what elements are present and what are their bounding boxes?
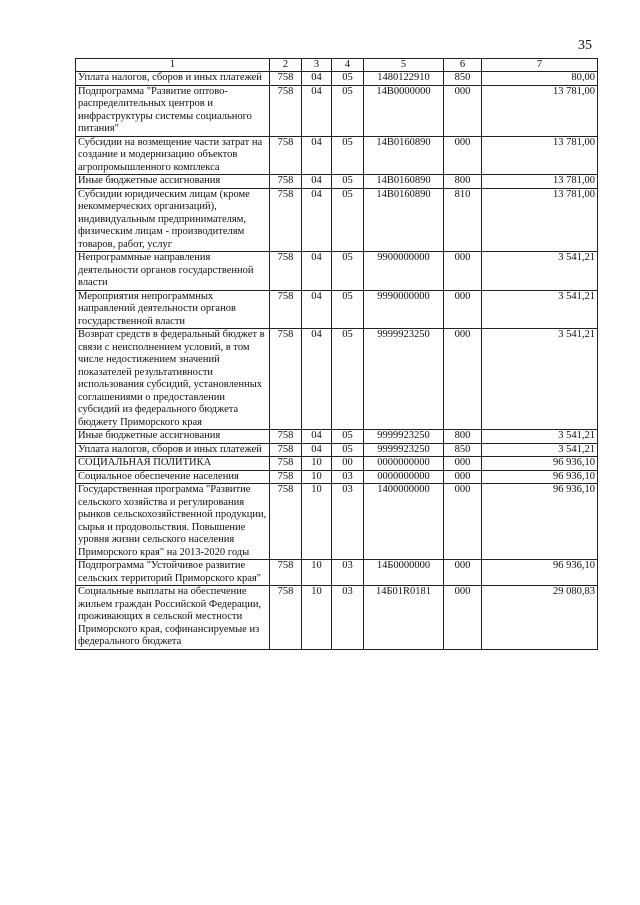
row-name: Возврат средств в федеральный бюджет в связи с неисполнением условий, в том числе недостижением значений показателей результативности использования субсидий, установленных соглашениями о предоставлении субсидий из федерального бюджета бюджету Приморского края — [76, 329, 270, 430]
cell-target-code: 14В0160890 — [364, 136, 444, 175]
cell-subsection: 03 — [332, 470, 364, 484]
column-header: 5 — [364, 59, 444, 72]
cell-target-code: 1480122910 — [364, 72, 444, 86]
cell-expense-type: 000 — [444, 136, 482, 175]
cell-expense-type: 810 — [444, 188, 482, 252]
cell-subsection: 05 — [332, 252, 364, 291]
column-header: 6 — [444, 59, 482, 72]
row-name: Социальное обеспечение населения — [76, 470, 270, 484]
cell-ministry: 758 — [270, 85, 302, 136]
cell-subsection: 05 — [332, 329, 364, 430]
cell-ministry: 758 — [270, 72, 302, 86]
cell-ministry: 758 — [270, 290, 302, 329]
cell-section: 04 — [302, 290, 332, 329]
table-row — [76, 175, 598, 189]
cell-sum: 13 781,00 — [482, 175, 598, 189]
cell-sum: 3 541,21 — [482, 430, 598, 444]
cell-expense-type: 000 — [444, 252, 482, 291]
cell-expense-type: 850 — [444, 72, 482, 86]
cell-section: 04 — [302, 188, 332, 252]
cell-subsection: 05 — [332, 443, 364, 457]
table-row — [76, 252, 598, 291]
cell-subsection: 05 — [332, 72, 364, 86]
table-row — [76, 430, 598, 444]
cell-sum: 3 541,21 — [482, 443, 598, 457]
cell-section: 04 — [302, 329, 332, 430]
cell-target-code: 14Б0000000 — [364, 560, 444, 586]
row-name: Социальные выплаты на обеспечение жильем граждан Российской Федерации, проживающих в сельской местности Приморского края, софинансируемые из федерального бюджета — [76, 586, 270, 650]
table-header-row — [76, 59, 598, 72]
cell-expense-type: 000 — [444, 329, 482, 430]
column-header: 3 — [302, 59, 332, 72]
cell-expense-type: 000 — [444, 470, 482, 484]
cell-sum: 80,00 — [482, 72, 598, 86]
table-row — [76, 329, 598, 430]
cell-subsection: 00 — [332, 457, 364, 471]
cell-sum: 3 541,21 — [482, 290, 598, 329]
row-name: СОЦИАЛЬНАЯ ПОЛИТИКА — [76, 457, 270, 471]
cell-section: 10 — [302, 457, 332, 471]
cell-section: 10 — [302, 484, 332, 560]
row-name: Подпрограмма "Устойчивое развитие сельских территорий Приморского края" — [76, 560, 270, 586]
cell-subsection: 03 — [332, 586, 364, 650]
table-row — [76, 560, 598, 586]
cell-ministry: 758 — [270, 586, 302, 650]
cell-target-code: 14В0160890 — [364, 175, 444, 189]
row-name: Мероприятия непрограммных направлений деятельности органов государственной власти — [76, 290, 270, 329]
cell-subsection: 05 — [332, 188, 364, 252]
cell-section: 10 — [302, 586, 332, 650]
cell-target-code: 9999923250 — [364, 443, 444, 457]
cell-section: 04 — [302, 443, 332, 457]
cell-sum: 3 541,21 — [482, 252, 598, 291]
cell-ministry: 758 — [270, 443, 302, 457]
cell-target-code: 9999923250 — [364, 430, 444, 444]
cell-expense-type: 000 — [444, 290, 482, 329]
cell-ministry: 758 — [270, 188, 302, 252]
table-row — [76, 457, 598, 471]
cell-subsection: 05 — [332, 175, 364, 189]
table-row — [76, 470, 598, 484]
row-name: Субсидии на возмещение части затрат на создание и модернизацию объектов агропромышленного комплекса — [76, 136, 270, 175]
cell-expense-type: 000 — [444, 457, 482, 471]
cell-expense-type: 800 — [444, 430, 482, 444]
cell-section: 10 — [302, 560, 332, 586]
cell-target-code: 9990000000 — [364, 290, 444, 329]
row-name: Подпрограмма "Развитие оптово-распределительных центров и инфраструктуры системы социального питания" — [76, 85, 270, 136]
row-name: Непрограммные направления деятельности органов государственной власти — [76, 252, 270, 291]
cell-sum: 96 936,10 — [482, 560, 598, 586]
cell-ministry: 758 — [270, 430, 302, 444]
cell-subsection: 05 — [332, 430, 364, 444]
budget-table — [75, 58, 598, 650]
cell-section: 04 — [302, 136, 332, 175]
column-header: 4 — [332, 59, 364, 72]
column-header: 2 — [270, 59, 302, 72]
cell-sum: 96 936,10 — [482, 457, 598, 471]
cell-expense-type: 000 — [444, 85, 482, 136]
cell-expense-type: 800 — [444, 175, 482, 189]
page-number: 35 — [578, 38, 592, 53]
cell-subsection: 05 — [332, 136, 364, 175]
cell-subsection: 03 — [332, 484, 364, 560]
cell-sum: 3 541,21 — [482, 329, 598, 430]
cell-expense-type: 850 — [444, 443, 482, 457]
table-row — [76, 290, 598, 329]
cell-expense-type: 000 — [444, 484, 482, 560]
row-name: Субсидии юридическим лицам (кроме некоммерческих организаций), индивидуальным предпринимателям, физическим лицам - производителям товаров, работ, услуг — [76, 188, 270, 252]
cell-ministry: 758 — [270, 175, 302, 189]
cell-target-code: 14В0160890 — [364, 188, 444, 252]
row-name: Иные бюджетные ассигнования — [76, 430, 270, 444]
cell-subsection: 05 — [332, 85, 364, 136]
cell-section: 04 — [302, 72, 332, 86]
cell-ministry: 758 — [270, 252, 302, 291]
cell-section: 04 — [302, 175, 332, 189]
cell-target-code: 14В0000000 — [364, 85, 444, 136]
cell-subsection: 03 — [332, 560, 364, 586]
cell-expense-type: 000 — [444, 560, 482, 586]
row-name: Уплата налогов, сборов и иных платежей — [76, 443, 270, 457]
cell-section: 04 — [302, 252, 332, 291]
table-row — [76, 85, 598, 136]
cell-target-code: 14Б01R0181 — [364, 586, 444, 650]
cell-sum: 29 080,83 — [482, 586, 598, 650]
cell-target-code: 0000000000 — [364, 470, 444, 484]
table-row — [76, 188, 598, 252]
cell-ministry: 758 — [270, 457, 302, 471]
cell-section: 10 — [302, 470, 332, 484]
column-header: 7 — [482, 59, 598, 72]
cell-expense-type: 000 — [444, 586, 482, 650]
cell-sum: 96 936,10 — [482, 470, 598, 484]
row-name: Иные бюджетные ассигнования — [76, 175, 270, 189]
cell-subsection: 05 — [332, 290, 364, 329]
cell-sum: 13 781,00 — [482, 85, 598, 136]
row-name: Государственная программа "Развитие сельского хозяйства и регулирования рынков сельскохозяйственной продукции, сырья и продовольствия. Повышение уровня жизни сельского населения Приморского края" на 2013-2020 годы — [76, 484, 270, 560]
table-row — [76, 72, 598, 86]
cell-sum: 96 936,10 — [482, 484, 598, 560]
cell-ministry: 758 — [270, 470, 302, 484]
cell-sum: 13 781,00 — [482, 188, 598, 252]
table-row — [76, 586, 598, 650]
table-row — [76, 484, 598, 560]
cell-ministry: 758 — [270, 484, 302, 560]
row-name: Уплата налогов, сборов и иных платежей — [76, 72, 270, 86]
table-row — [76, 136, 598, 175]
cell-ministry: 758 — [270, 136, 302, 175]
cell-section: 04 — [302, 430, 332, 444]
cell-ministry: 758 — [270, 329, 302, 430]
cell-target-code: 9900000000 — [364, 252, 444, 291]
cell-target-code: 9999923250 — [364, 329, 444, 430]
cell-target-code: 1400000000 — [364, 484, 444, 560]
cell-target-code: 0000000000 — [364, 457, 444, 471]
cell-sum: 13 781,00 — [482, 136, 598, 175]
cell-section: 04 — [302, 85, 332, 136]
cell-ministry: 758 — [270, 560, 302, 586]
table-row — [76, 443, 598, 457]
column-header: 1 — [76, 59, 270, 72]
